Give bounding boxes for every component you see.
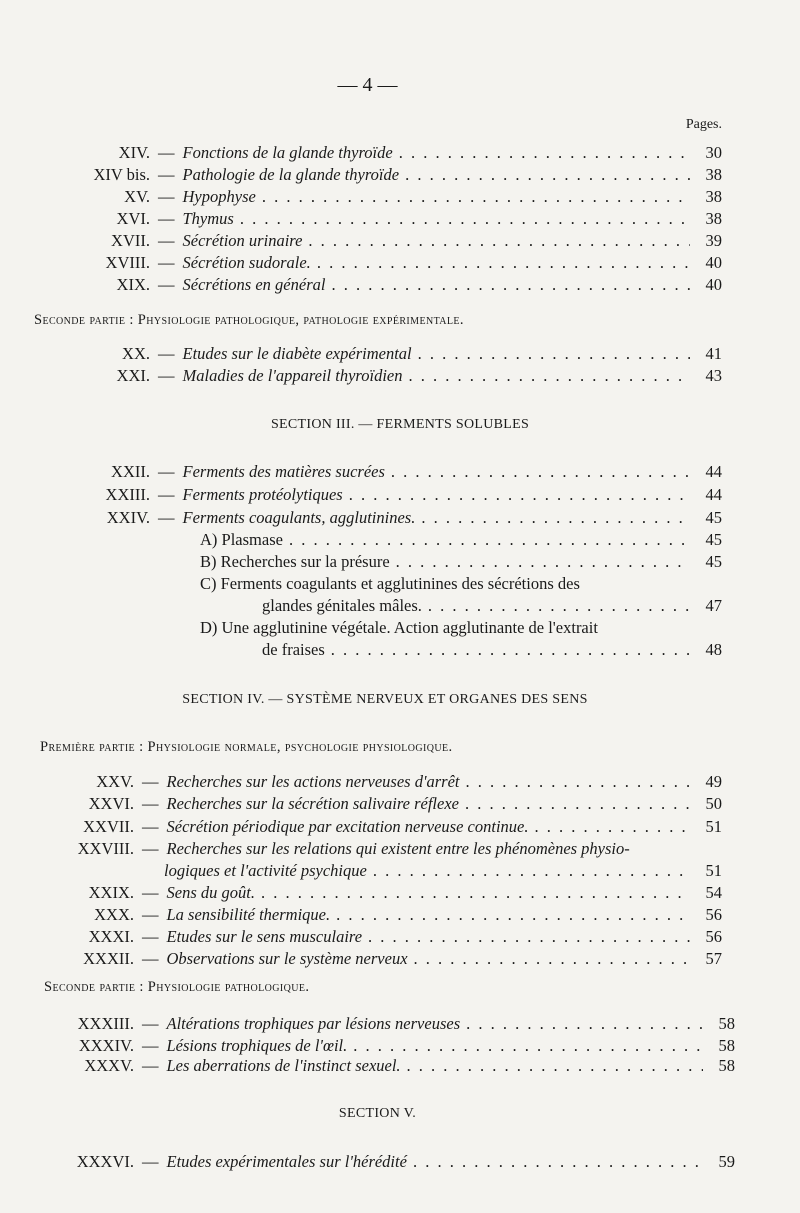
sub-entry-continuation — [262, 595, 722, 617]
entry-title: Recherches sur la sécrétion salivaire réflexe — [166, 794, 459, 813]
pages-column-label: Pages. — [685, 117, 722, 132]
leader-dots — [368, 926, 690, 948]
entry-page: 48 — [705, 640, 722, 659]
leader-dots — [240, 208, 690, 230]
leader-dots — [534, 816, 690, 838]
entry-page: 40 — [705, 275, 722, 294]
sub-entry — [200, 551, 722, 573]
entry-title: Etudes sur le diabète expérimental — [182, 344, 412, 363]
entry-title: Lésions trophiques de l'œil. — [166, 1036, 348, 1055]
entry-page: 45 — [705, 508, 722, 527]
entry-page: 45 — [705, 552, 722, 571]
leader-dots — [396, 551, 690, 573]
entry-page: 38 — [705, 187, 722, 206]
toc-entry-continuation — [164, 860, 722, 882]
leader-dots — [465, 771, 690, 793]
toc-entry: XXVII. — Sécrétion périodique par excitation nerveuse continue. . . . 51 — [60, 816, 722, 838]
toc-entry: XVIII. — Sécrétion sudorale. . . . 40 — [70, 252, 722, 274]
entry-number: XVIII. — [105, 253, 150, 272]
entry-title: Sécrétions en général — [182, 275, 326, 294]
toc-entry: XXXI. — Etudes sur le sens musculaire . . . 56 — [60, 926, 722, 948]
leader-dots — [349, 484, 690, 506]
entry-number: XXX. — [94, 905, 134, 924]
entry-page: 56 — [705, 905, 722, 924]
leader-dots — [373, 860, 690, 882]
sub-entry-label: A) Plasmase — [200, 530, 283, 549]
entry-number: XXIV. — [106, 508, 150, 527]
entry-page: 44 — [705, 462, 722, 481]
entry-number: XXXI. — [88, 927, 134, 946]
toc-entry: XV. — Hypophyse . . . 38 — [70, 186, 722, 208]
entry-number: XXVI. — [88, 794, 134, 813]
toc-entry: XXXVI. — Etudes expérimentales sur l'hérédité . . . 59 — [60, 1151, 735, 1173]
leader-dots — [261, 882, 690, 904]
entry-title: Maladies de l'appareil thyroïdien — [182, 366, 403, 385]
entry-page: 39 — [705, 231, 722, 250]
entry-number: XVI. — [116, 209, 150, 228]
sub-entry — [200, 529, 722, 551]
section-heading: SECTION V. — [338, 1106, 417, 1121]
entry-number: XXIX. — [88, 883, 134, 902]
entry-title: Pathologie de la glande thyroïde — [182, 165, 400, 184]
leader-dots — [407, 1055, 703, 1077]
toc-entry: XVII. — Sécrétion urinaire . . . 39 — [70, 230, 722, 252]
leader-dots — [262, 186, 690, 208]
toc-entry: XXXIII. — Altérations trophiques par lésions nerveuses . . . 58 — [60, 1013, 735, 1035]
leader-dots — [399, 142, 690, 164]
entry-title: Recherches sur les relations qui existent entre les phénomènes physio- — [166, 839, 630, 858]
entry-number: XXIII. — [105, 485, 150, 504]
entry-number: XXV. — [96, 772, 134, 791]
toc-entry: XXXV. — Les aberrations de l'instinct sexuel. . . . 58 — [60, 1055, 735, 1077]
entry-page: 58 — [718, 1014, 735, 1033]
section-heading: SECTION III. — FERMENTS SOLUBLES — [270, 417, 530, 432]
entry-page: 40 — [705, 253, 722, 272]
leader-dots — [308, 230, 690, 252]
sub-entry-cont: glandes génitales mâles. — [262, 596, 422, 615]
sub-entry-continuation — [262, 639, 722, 661]
entry-page: 59 — [718, 1152, 735, 1171]
toc-entry: XVI. — Thymus . . . 38 — [70, 208, 722, 230]
entry-page: 44 — [705, 485, 722, 504]
toc-entry: XXX. — La sensibilité thermique. . . . 56 — [60, 904, 722, 926]
toc-entry: XXII. — Ferments des matières sucrées . . . 44 — [70, 461, 722, 483]
entry-title-cont: logiques et l'activité psychique — [164, 861, 367, 880]
entry-page: 41 — [705, 344, 722, 363]
entry-page: 50 — [705, 794, 722, 813]
leader-dots — [353, 1035, 703, 1057]
entry-number: XX. — [122, 344, 150, 363]
entry-page: 45 — [705, 530, 722, 549]
entry-title: Fonctions de la glande thyroïde — [182, 143, 393, 162]
entry-number: XXVIII. — [77, 839, 134, 858]
toc-entry: XIV. — Fonctions de la glande thyroïde . . . 30 — [70, 142, 722, 164]
section-heading: SECTION IV. — SYSTÈME NERVEUX ET ORGANES DES SENS — [182, 692, 588, 707]
toc-entry: XIV bis. — Pathologie de la glande thyroïde . . . 38 — [70, 164, 722, 186]
entry-title: Etudes sur le sens musculaire — [166, 927, 363, 946]
toc-entry: XXV. — Recherches sur les actions nerveuses d'arrêt . . . 49 — [60, 771, 722, 793]
toc-entry: XXVIII. — Recherches sur les relations qui existent entre les phénomènes physio- — [60, 838, 722, 860]
part-heading: Première partie : Physiologie normale, psychologie physiologique. — [40, 739, 453, 755]
toc-entry: XXIX. — Sens du goût. . . . 54 — [60, 882, 722, 904]
entry-title: Observations sur le système nerveux — [166, 949, 408, 968]
entry-page: 56 — [705, 927, 722, 946]
sub-entry-label: B) Recherches sur la présure — [200, 552, 390, 571]
toc-entry: XXXIV. — Lésions trophiques de l'œil. . . . 58 — [60, 1035, 735, 1057]
leader-dots — [331, 639, 690, 661]
entry-page: 51 — [705, 861, 722, 880]
toc-entry: XXI. — Maladies de l'appareil thyroïdien . . . 43 — [70, 365, 722, 387]
entry-number: XXXVI. — [76, 1152, 134, 1171]
entry-number: XXII. — [111, 462, 150, 481]
entry-page: 30 — [705, 143, 722, 162]
leader-dots — [408, 365, 690, 387]
toc-entry: XXIV. — Ferments coagulants, agglutinines. . . . 45 — [70, 507, 722, 529]
entry-title: Sécrétion urinaire — [182, 231, 303, 250]
leader-dots — [289, 529, 690, 551]
toc-entry: XXXII. — Observations sur le système nerveux . . . 57 — [60, 948, 722, 970]
entry-number: XXXIV. — [78, 1036, 134, 1055]
leader-dots — [465, 793, 690, 815]
entry-title: Ferments protéolytiques — [182, 485, 343, 504]
entry-number: XXVII. — [83, 817, 134, 836]
toc-entry: XIX. — Sécrétions en général . . . 40 — [70, 274, 722, 296]
leader-dots — [391, 461, 690, 483]
sub-entry-label: C) Ferments coagulants et agglutinines des sécrétions des — [200, 574, 580, 593]
entry-title: Ferments coagulants, agglutinines. — [182, 508, 416, 527]
entry-page: 58 — [718, 1056, 735, 1075]
toc-entry: XXVI. — Recherches sur la sécrétion salivaire réflexe . . . 50 — [60, 793, 722, 815]
sub-entry-label: D) Une agglutinine végétale. Action agglutinante de l'extrait — [200, 618, 598, 637]
page-number: — 4 — — [337, 74, 398, 96]
entry-page: 47 — [705, 596, 722, 615]
leader-dots — [405, 164, 690, 186]
toc-entry: XXIII. — Ferments protéolytiques . . . 44 — [70, 484, 722, 506]
entry-number: XXI. — [116, 366, 150, 385]
entry-page: 38 — [705, 209, 722, 228]
entry-number: XV. — [124, 187, 150, 206]
leader-dots — [317, 252, 690, 274]
entry-number: XXXIII. — [77, 1014, 134, 1033]
part-heading: Seconde partie : Physiologie pathologique. — [44, 979, 310, 995]
entry-number: XXXV. — [84, 1056, 134, 1075]
entry-title: Altérations trophiques par lésions nerveuses — [166, 1014, 461, 1033]
leader-dots — [414, 948, 690, 970]
leader-dots — [466, 1013, 703, 1035]
entry-title: La sensibilité thermique. — [166, 905, 331, 924]
entry-title: Les aberrations de l'instinct sexuel. — [166, 1056, 401, 1075]
entry-title: Etudes expérimentales sur l'hérédité — [166, 1152, 407, 1171]
leader-dots — [421, 507, 690, 529]
leader-dots — [336, 904, 690, 926]
entry-page: 38 — [705, 165, 722, 184]
sub-entry-cont: de fraises — [262, 640, 325, 659]
leader-dots — [413, 1151, 703, 1173]
part-heading: Seconde partie : Physiologie pathologique, pathologie expérimentale. — [34, 312, 464, 328]
entry-page: 57 — [705, 949, 722, 968]
entry-number: XVII. — [111, 231, 150, 250]
entry-number: XIX. — [116, 275, 150, 294]
entry-page: 49 — [705, 772, 722, 791]
toc-entry: XX. — Etudes sur le diabète expérimental . . . 41 — [70, 343, 722, 365]
leader-dots — [418, 343, 690, 365]
entry-page: 58 — [718, 1036, 735, 1055]
entry-number: XIV. — [118, 143, 150, 162]
entry-page: 54 — [705, 883, 722, 902]
entry-title: Sécrétion périodique par excitation nerveuse continue. — [166, 817, 529, 836]
entry-title: Ferments des matières sucrées — [182, 462, 385, 481]
entry-title: Sens du goût. — [166, 883, 255, 902]
entry-number: XXXII. — [83, 949, 134, 968]
entry-title: Hypophyse — [182, 187, 256, 206]
entry-page: 43 — [705, 366, 722, 385]
entry-title: Sécrétion sudorale. — [182, 253, 311, 272]
entry-title: Recherches sur les actions nerveuses d'arrêt — [166, 772, 460, 791]
entry-title: Thymus — [182, 209, 234, 228]
entry-page: 51 — [705, 817, 722, 836]
leader-dots — [331, 274, 690, 296]
leader-dots — [428, 595, 690, 617]
entry-number: XIV bis. — [93, 165, 150, 184]
